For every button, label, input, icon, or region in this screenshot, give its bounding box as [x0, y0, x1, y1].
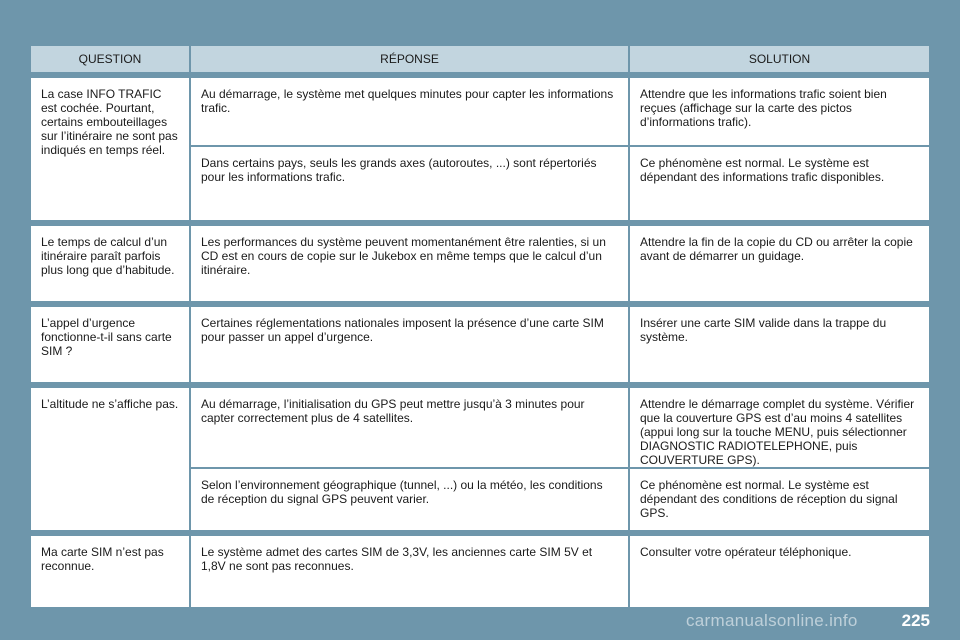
- solution-cell: Attendre le démarrage complet du système. Vérifier que la couverture GPS est d’au moins 4 satellites (appui long sur la touche MENU, puis sélectionner DIAGNOSTIC RADIOTELEPHONE, puis COUVERTURE GPS).: [630, 388, 929, 467]
- question-cell: L’appel d’urgence fonctionne-t-il sans carte SIM ?: [31, 307, 189, 382]
- question-cell: L’altitude ne s’affiche pas.: [31, 388, 189, 530]
- solution-cell: Insérer une carte SIM valide dans la trappe du système.: [630, 307, 929, 382]
- question-cell: Ma carte SIM n’est pas reconnue.: [31, 536, 189, 607]
- header-solution: SOLUTION: [630, 46, 929, 72]
- reponse-cell: Les performances du système peuvent momentanément être ralenties, si un CD est en cours de copie sur le Jukebox en même temps que le calcul d’un itinéraire.: [191, 226, 628, 301]
- reponse-cell: Au démarrage, le système met quelques minutes pour capter les informations trafic.: [191, 78, 628, 145]
- solution-cell: Attendre la fin de la copie du CD ou arrêter la copie avant de démarrer un guidage.: [630, 226, 929, 301]
- solution-cell: Consulter votre opérateur téléphonique.: [630, 536, 929, 607]
- header-question: QUESTION: [31, 46, 189, 72]
- page-number: 225: [901, 611, 930, 630]
- solution-cell: Attendre que les informations trafic soient bien reçues (affichage sur la carte des pictos d’informations trafic).: [630, 78, 929, 145]
- solution-cell: Ce phénomène est normal. Le système est dépendant des conditions de réception du signal GPS.: [630, 469, 929, 530]
- solution-cell: Ce phénomène est normal. Le système est dépendant des informations trafic disponibles.: [630, 147, 929, 220]
- reponse-cell: Au démarrage, l’initialisation du GPS peut mettre jusqu’à 3 minutes pour capter correctement plus de 4 satellites.: [191, 388, 628, 467]
- reponse-cell: Selon l’environnement géographique (tunnel, ...) ou la météo, les conditions de réception du signal GPS peuvent varier.: [191, 469, 628, 530]
- watermark: carmanualsonline.info: [686, 611, 858, 630]
- reponse-cell: Le système admet des cartes SIM de 3,3V, les anciennes carte SIM 5V et 1,8V ne sont pas reconnues.: [191, 536, 628, 607]
- question-cell: Le temps de calcul d’un itinéraire paraît parfois plus long que d’habitude.: [31, 226, 189, 301]
- question-cell: La case INFO TRAFIC est cochée. Pourtant, certains embouteillages sur l’itinéraire ne sont pas indiqués en temps réel.: [31, 78, 189, 220]
- header-reponse: RÉPONSE: [191, 46, 628, 72]
- reponse-cell: Dans certains pays, seuls les grands axes (autoroutes, ...) sont répertoriés pour les informations trafic.: [191, 147, 628, 220]
- reponse-cell: Certaines réglementations nationales imposent la présence d’une carte SIM pour passer un appel d’urgence.: [191, 307, 628, 382]
